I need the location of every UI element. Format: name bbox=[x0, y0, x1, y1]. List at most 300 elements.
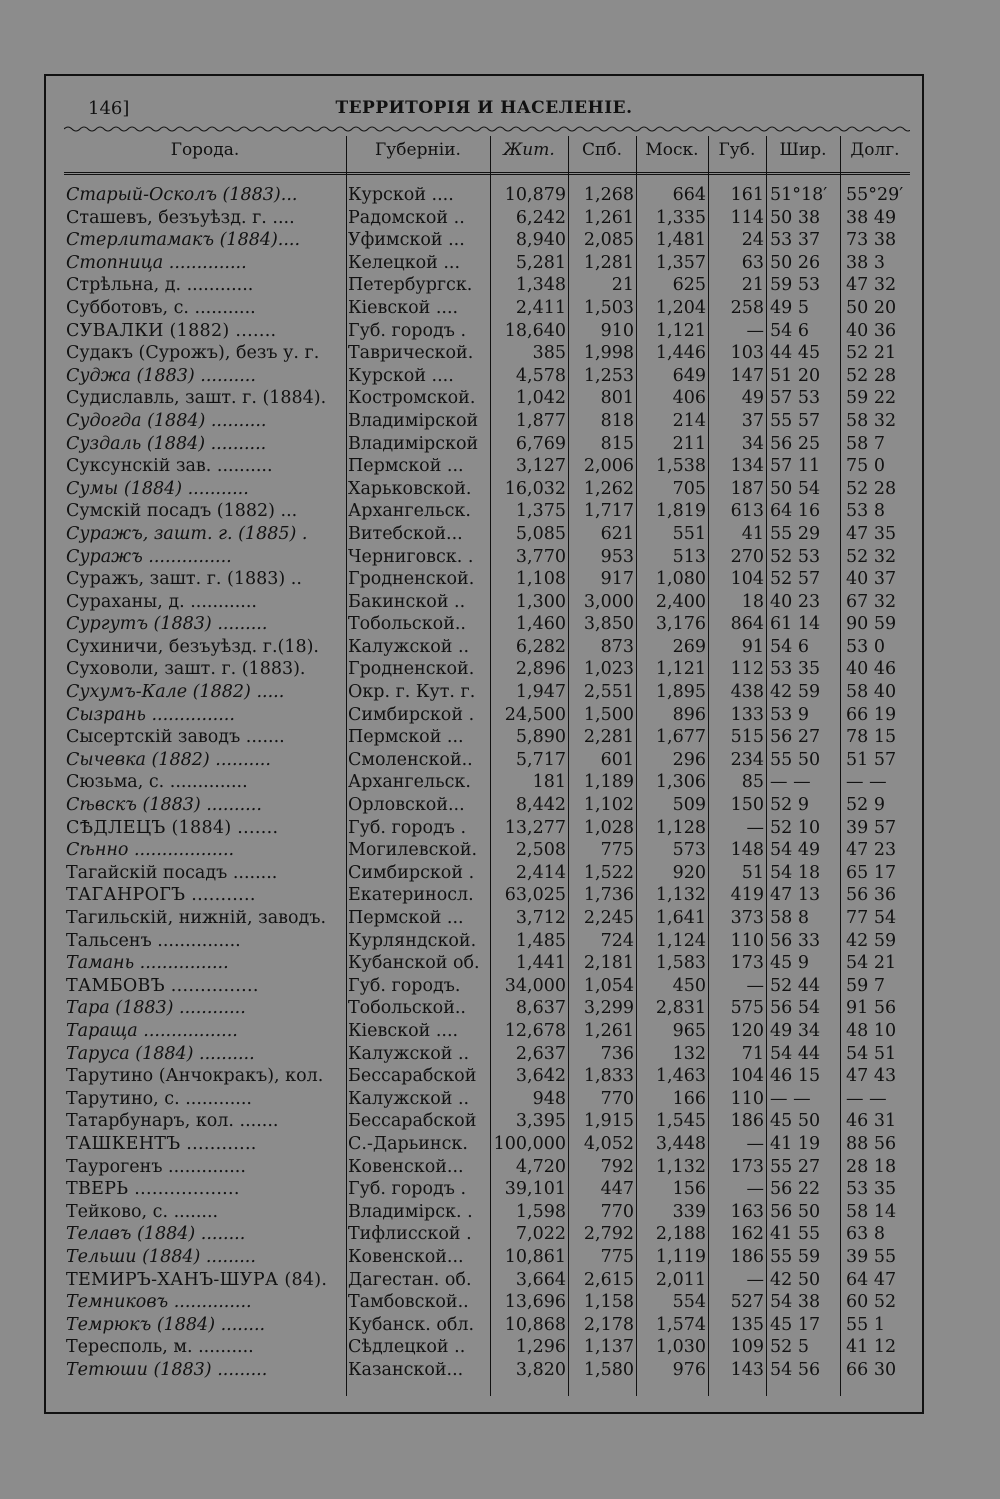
table-row bbox=[64, 1088, 910, 1111]
population: 2,896 bbox=[515, 659, 566, 680]
city-name: Тара (1883) ............ bbox=[66, 998, 246, 1019]
latitude: 52 44 bbox=[770, 975, 821, 996]
longitude: 52 9 bbox=[846, 795, 885, 816]
latitude: 56 25 bbox=[770, 433, 821, 454]
latitude: 54 44 bbox=[770, 1043, 821, 1064]
population: 7,022 bbox=[515, 1224, 566, 1245]
gubernia: Губ. городъ. bbox=[348, 975, 461, 996]
gubernia: Окр. г. Кут. г. bbox=[348, 682, 476, 703]
city-name: Сураханы, д. ............ bbox=[66, 591, 257, 612]
dist-gub-town: 187 bbox=[730, 478, 764, 499]
col-header-mosk: Моск. bbox=[645, 140, 699, 160]
dist-gub-town: — bbox=[746, 320, 764, 341]
population: 4,578 bbox=[515, 365, 566, 386]
gubernia: Могилевской. bbox=[348, 840, 478, 861]
gubernia: Ковенской... bbox=[348, 1156, 464, 1177]
table-row bbox=[64, 749, 910, 772]
latitude: 54 6 bbox=[770, 320, 809, 341]
latitude: 50 26 bbox=[770, 252, 821, 273]
city-name: Тетюши (1883) ......... bbox=[66, 1359, 268, 1380]
col-header-spb: Спб. bbox=[582, 140, 622, 160]
dist-spb: 1,023 bbox=[583, 659, 634, 680]
dist-spb: 801 bbox=[600, 388, 634, 409]
table-row bbox=[64, 1201, 910, 1224]
latitude: 52 10 bbox=[770, 817, 821, 838]
dist-moscow: 2,011 bbox=[655, 1269, 706, 1290]
dist-spb: 2,006 bbox=[583, 456, 634, 477]
table-row bbox=[64, 433, 910, 456]
population: 3,770 bbox=[515, 546, 566, 567]
dist-moscow: 664 bbox=[672, 185, 706, 205]
table-row bbox=[64, 455, 910, 478]
latitude: 57 11 bbox=[770, 456, 821, 477]
gubernia: Владимірской bbox=[348, 433, 479, 454]
dist-gub-town: 112 bbox=[730, 659, 764, 680]
longitude: 52 21 bbox=[846, 343, 897, 364]
dist-spb: 910 bbox=[600, 320, 634, 341]
gubernia: Пермской ... bbox=[348, 456, 464, 477]
dist-gub-town: 438 bbox=[730, 682, 764, 703]
table-row bbox=[64, 320, 910, 343]
longitude: 54 51 bbox=[846, 1043, 897, 1064]
dist-gub-town: 864 bbox=[730, 614, 764, 635]
population: 8,940 bbox=[515, 230, 566, 251]
gubernia: Гродненской. bbox=[348, 659, 475, 680]
gubernia: Сѣдлецкой .. bbox=[348, 1337, 466, 1358]
dist-gub-town: 51 bbox=[741, 862, 764, 883]
dist-spb: 3,850 bbox=[583, 614, 634, 635]
dist-gub-town: 71 bbox=[741, 1043, 764, 1064]
gubernia: Харьковской. bbox=[348, 478, 472, 499]
dist-gub-town: 41 bbox=[741, 523, 764, 544]
dist-moscow: 450 bbox=[672, 975, 706, 996]
page-number: 146] bbox=[88, 98, 130, 119]
dist-moscow: 3,176 bbox=[655, 614, 706, 635]
city-name: Телавъ (1884) ........ bbox=[66, 1224, 246, 1245]
dist-moscow: 1,030 bbox=[655, 1337, 706, 1358]
dist-spb: 1,054 bbox=[583, 975, 634, 996]
population: 181 bbox=[532, 772, 566, 793]
population: 1,300 bbox=[515, 591, 566, 612]
dist-gub-town: 103 bbox=[730, 343, 764, 364]
longitude: 58 14 bbox=[846, 1201, 897, 1222]
dist-moscow: 554 bbox=[672, 1292, 706, 1313]
dist-gub-town: 120 bbox=[730, 1020, 764, 1041]
population: 13,277 bbox=[504, 817, 566, 838]
population: 1,877 bbox=[515, 410, 566, 431]
gubernia: Курской .... bbox=[348, 185, 454, 205]
dist-gub-town: 186 bbox=[730, 1111, 764, 1132]
dist-moscow: 573 bbox=[672, 840, 706, 861]
population: 12,678 bbox=[504, 1020, 566, 1041]
dist-gub-town: 163 bbox=[730, 1201, 764, 1222]
dist-gub-town: 186 bbox=[730, 1246, 764, 1267]
longitude: 38 49 bbox=[846, 207, 897, 228]
dist-moscow: 406 bbox=[672, 388, 706, 409]
table-row bbox=[64, 907, 910, 930]
latitude: 44 45 bbox=[770, 343, 821, 364]
dist-spb: 1,261 bbox=[583, 1020, 634, 1041]
table-row bbox=[64, 568, 910, 591]
dist-spb: 1,717 bbox=[583, 501, 634, 522]
longitude: 47 23 bbox=[846, 840, 897, 861]
city-name: Сташевъ, безъуѣзд. г. .... bbox=[66, 207, 295, 228]
dist-moscow: 896 bbox=[672, 704, 706, 725]
dist-spb: 21 bbox=[611, 275, 634, 296]
population: 1,485 bbox=[515, 930, 566, 951]
latitude: 53 35 bbox=[770, 659, 821, 680]
longitude: 50 20 bbox=[846, 297, 897, 318]
latitude: 54 18 bbox=[770, 862, 821, 883]
dist-gub-town: 24 bbox=[741, 230, 764, 251]
population: 13,696 bbox=[504, 1292, 566, 1313]
city-name: Стерлитамакъ (1884).... bbox=[66, 230, 301, 251]
longitude: 77 54 bbox=[846, 908, 897, 928]
table-row bbox=[64, 613, 910, 636]
latitude: 55 57 bbox=[770, 410, 821, 431]
table-row bbox=[64, 817, 910, 840]
latitude: 57 53 bbox=[770, 388, 821, 409]
longitude: 75 0 bbox=[846, 456, 885, 477]
table-row bbox=[64, 704, 910, 727]
gubernia: Екатериносл. bbox=[348, 885, 474, 906]
dist-spb: 1,102 bbox=[583, 795, 634, 816]
dist-moscow: 1,545 bbox=[655, 1111, 706, 1132]
longitude: 28 18 bbox=[846, 1156, 897, 1177]
table-row bbox=[64, 1246, 910, 1269]
page-frame bbox=[44, 74, 924, 1414]
dist-spb: 1,833 bbox=[583, 1066, 634, 1087]
city-name: Суздаль (1884) .......... bbox=[66, 433, 267, 454]
dist-moscow: 1,819 bbox=[655, 501, 706, 522]
dist-moscow: 649 bbox=[672, 365, 706, 386]
dist-moscow: 2,831 bbox=[655, 998, 706, 1019]
longitude: 58 40 bbox=[846, 682, 897, 703]
city-name: Сургутъ (1883) ......... bbox=[66, 614, 268, 635]
dist-spb: 1,503 bbox=[583, 297, 634, 318]
dist-moscow: 1,463 bbox=[655, 1066, 706, 1087]
longitude: 59 22 bbox=[846, 388, 897, 409]
table-row bbox=[64, 184, 910, 207]
city-name: ТВЕРЬ .................. bbox=[66, 1179, 240, 1200]
dist-gub-town: 134 bbox=[730, 456, 764, 477]
city-name: Сѣвскъ (1883) .......... bbox=[66, 795, 262, 816]
population: 1,042 bbox=[515, 388, 566, 409]
gubernia: Архангельск. bbox=[348, 772, 471, 793]
latitude: — — bbox=[770, 1088, 811, 1109]
city-name: Темниковъ .............. bbox=[66, 1292, 252, 1313]
dist-spb: 4,052 bbox=[583, 1133, 634, 1154]
city-name: Тейково, с. ........ bbox=[66, 1201, 219, 1222]
table-row bbox=[64, 1133, 910, 1156]
population: 10,879 bbox=[504, 185, 566, 205]
city-name: Старый-Осколъ (1883)... bbox=[66, 185, 298, 205]
table-row bbox=[64, 726, 910, 749]
dist-spb: 775 bbox=[600, 840, 634, 861]
dist-moscow: 551 bbox=[672, 523, 706, 544]
dist-spb: 3,299 bbox=[583, 998, 634, 1019]
gubernia: Дагестан. об. bbox=[348, 1269, 472, 1290]
dist-moscow: 1,357 bbox=[655, 252, 706, 273]
population: 10,861 bbox=[504, 1246, 566, 1267]
table-row bbox=[64, 1314, 910, 1337]
longitude: 40 36 bbox=[846, 320, 897, 341]
population: 3,395 bbox=[515, 1111, 566, 1132]
dist-moscow: 132 bbox=[672, 1043, 706, 1064]
dist-gub-town: — bbox=[746, 1269, 764, 1290]
latitude: 56 50 bbox=[770, 1201, 821, 1222]
longitude: 52 32 bbox=[846, 546, 897, 567]
dist-moscow: 625 bbox=[672, 275, 706, 296]
dist-spb: 2,792 bbox=[583, 1224, 634, 1245]
longitude: 64 47 bbox=[846, 1269, 897, 1290]
column-header bbox=[64, 136, 910, 175]
dist-gub-town: 161 bbox=[730, 185, 764, 205]
table-row bbox=[64, 975, 910, 998]
table-row bbox=[64, 229, 910, 252]
dist-moscow: 1,481 bbox=[655, 230, 706, 251]
population: 10,868 bbox=[504, 1314, 566, 1335]
city-name: Суражъ, зашт. г. (1885) . bbox=[66, 523, 308, 544]
dist-spb: 1,268 bbox=[583, 185, 634, 205]
longitude: 54 21 bbox=[846, 953, 897, 974]
latitude: 54 49 bbox=[770, 840, 821, 861]
gubernia: Губ. городъ . bbox=[348, 817, 467, 838]
gubernia: Курляндской. bbox=[348, 930, 477, 951]
gubernia: Келецкой ... bbox=[348, 252, 461, 273]
longitude: 39 55 bbox=[846, 1246, 897, 1267]
city-name: Сызрань ............... bbox=[66, 704, 235, 725]
longitude: 53 0 bbox=[846, 636, 885, 657]
dist-gub-town: 91 bbox=[741, 636, 764, 657]
table-row bbox=[64, 1269, 910, 1292]
gubernia: Губ. городъ . bbox=[348, 1179, 467, 1200]
longitude: 52 28 bbox=[846, 365, 897, 386]
gubernia: Тамбовской.. bbox=[348, 1292, 469, 1313]
population: 1,348 bbox=[515, 275, 566, 296]
city-name: Тересполь, м. .......... bbox=[66, 1337, 254, 1358]
gubernia: Петербургск. bbox=[348, 275, 473, 296]
population: 2,411 bbox=[515, 297, 566, 318]
dist-moscow: 1,538 bbox=[655, 456, 706, 477]
longitude: 40 37 bbox=[846, 569, 897, 590]
dist-moscow: 1,306 bbox=[655, 772, 706, 793]
latitude: 52 57 bbox=[770, 569, 821, 590]
dist-gub-town: 49 bbox=[741, 388, 764, 409]
dist-moscow: 2,400 bbox=[655, 591, 706, 612]
city-name: Тагильскій, нижній, заводъ. bbox=[66, 908, 327, 928]
dist-gub-town: 419 bbox=[730, 885, 764, 906]
dist-spb: 917 bbox=[600, 569, 634, 590]
longitude: 39 57 bbox=[846, 817, 897, 838]
table-row bbox=[64, 1336, 910, 1359]
gubernia: Архангельск. bbox=[348, 501, 471, 522]
dist-spb: 601 bbox=[600, 749, 634, 770]
gubernia: Кубанск. обл. bbox=[348, 1314, 475, 1335]
population: 5,890 bbox=[515, 727, 566, 748]
latitude: 55 27 bbox=[770, 1156, 821, 1177]
population: 8,442 bbox=[515, 795, 566, 816]
longitude: 73 38 bbox=[846, 230, 897, 251]
population: 3,642 bbox=[515, 1066, 566, 1087]
table-row bbox=[64, 839, 910, 862]
dist-spb: 1,028 bbox=[583, 817, 634, 838]
dist-moscow: 920 bbox=[672, 862, 706, 883]
population: 5,717 bbox=[515, 749, 566, 770]
dist-moscow: 705 bbox=[672, 478, 706, 499]
gubernia: Бессарабской bbox=[348, 1111, 477, 1132]
gubernia: Бессарабской bbox=[348, 1066, 477, 1087]
table-row bbox=[64, 636, 910, 659]
population: 63,025 bbox=[504, 885, 566, 906]
city-name: Сысертскій заводъ ....... bbox=[66, 727, 285, 748]
gubernia: С.-Дарьинск. bbox=[348, 1133, 468, 1154]
gubernia: Радомской .. bbox=[348, 207, 465, 228]
longitude: 51 57 bbox=[846, 749, 897, 770]
latitude: 58 8 bbox=[770, 908, 809, 928]
table-row bbox=[64, 365, 910, 388]
table-row bbox=[64, 1043, 910, 1066]
table-row bbox=[64, 997, 910, 1020]
dist-gub-town: 527 bbox=[730, 1292, 764, 1313]
gubernia: Пермской ... bbox=[348, 727, 464, 748]
table-row bbox=[64, 681, 910, 704]
population: 2,508 bbox=[515, 840, 566, 861]
longitude: 90 59 bbox=[846, 614, 897, 635]
col-header-zhit: Жит. bbox=[503, 140, 555, 160]
table-row bbox=[64, 342, 910, 365]
dist-spb: 1,253 bbox=[583, 365, 634, 386]
latitude: 55 59 bbox=[770, 1246, 821, 1267]
gubernia: Ковенской... bbox=[348, 1246, 464, 1267]
latitude: 42 59 bbox=[770, 682, 821, 703]
city-name: Тельши (1884) ......... bbox=[66, 1246, 256, 1267]
dist-gub-town: 110 bbox=[730, 1088, 764, 1109]
dist-moscow: 1,121 bbox=[655, 659, 706, 680]
dist-moscow: 1,641 bbox=[655, 908, 706, 928]
population: 3,127 bbox=[515, 456, 566, 477]
dist-moscow: 1,121 bbox=[655, 320, 706, 341]
latitude: 55 29 bbox=[770, 523, 821, 544]
latitude: 46 15 bbox=[770, 1066, 821, 1087]
population: 34,000 bbox=[504, 975, 566, 996]
city-name: Суджа (1883) .......... bbox=[66, 365, 256, 386]
dist-gub-town: 63 bbox=[741, 252, 764, 273]
dist-moscow: 965 bbox=[672, 1020, 706, 1041]
dist-gub-town: 613 bbox=[730, 501, 764, 522]
dist-moscow: 269 bbox=[672, 636, 706, 657]
gubernia: Уфимской ... bbox=[348, 230, 465, 251]
table-row bbox=[64, 1291, 910, 1314]
table-row bbox=[64, 771, 910, 794]
latitude: 64 16 bbox=[770, 501, 821, 522]
longitude: 78 15 bbox=[846, 727, 897, 748]
dist-moscow: 2,188 bbox=[655, 1224, 706, 1245]
population: 3,712 bbox=[515, 908, 566, 928]
gubernia: Тобольской.. bbox=[348, 998, 466, 1019]
dist-gub-town: 575 bbox=[730, 998, 764, 1019]
dist-gub-town: 258 bbox=[730, 297, 764, 318]
city-name: ТАГАНРОГЪ ........... bbox=[66, 885, 256, 906]
dist-spb: 2,615 bbox=[583, 1269, 634, 1290]
latitude: 53 9 bbox=[770, 704, 809, 725]
longitude: 67 32 bbox=[846, 591, 897, 612]
dist-spb: 2,281 bbox=[583, 727, 634, 748]
gubernia: Владимірск. . bbox=[348, 1201, 473, 1222]
latitude: 56 22 bbox=[770, 1179, 821, 1200]
gubernia: Кубанской об. bbox=[348, 953, 480, 974]
dist-moscow: 1,124 bbox=[655, 930, 706, 951]
dist-gub-town: 21 bbox=[741, 275, 764, 296]
city-name: Сычевка (1882) .......... bbox=[66, 749, 271, 770]
city-name: ТЕМИРЪ-ХАНЪ-ШУРА (84). bbox=[66, 1269, 328, 1290]
dist-spb: 2,245 bbox=[583, 908, 634, 928]
dist-gub-town: 114 bbox=[730, 207, 764, 228]
dist-spb: 1,281 bbox=[583, 252, 634, 273]
latitude: 55 50 bbox=[770, 749, 821, 770]
dist-spb: 873 bbox=[600, 636, 634, 657]
latitude: 59 53 bbox=[770, 275, 821, 296]
population: 1,375 bbox=[515, 501, 566, 522]
latitude: 56 27 bbox=[770, 727, 821, 748]
city-name: Сумскій посадъ (1882) ... bbox=[66, 501, 298, 522]
dist-moscow: 1,204 bbox=[655, 297, 706, 318]
dist-gub-town: 270 bbox=[730, 546, 764, 567]
dist-gub-town: 162 bbox=[730, 1224, 764, 1245]
gubernia: Калужской .. bbox=[348, 636, 470, 657]
city-name: Суксунскій зав. .......... bbox=[66, 456, 273, 477]
longitude: 42 59 bbox=[846, 930, 897, 951]
gubernia: Черниговск. . bbox=[348, 546, 474, 567]
city-name: Таруса (1884) .......... bbox=[66, 1043, 255, 1064]
table-row bbox=[64, 1020, 910, 1043]
dist-spb: 1,137 bbox=[583, 1337, 634, 1358]
table-row bbox=[64, 500, 910, 523]
dist-gub-town: 515 bbox=[730, 727, 764, 748]
dist-gub-town: 143 bbox=[730, 1359, 764, 1380]
longitude: 59 7 bbox=[846, 975, 885, 996]
dist-spb: 3,000 bbox=[583, 591, 634, 612]
dist-spb: 792 bbox=[600, 1156, 634, 1177]
city-name: Татарбунаръ, кол. ....... bbox=[66, 1111, 279, 1132]
dist-moscow: 1,132 bbox=[655, 885, 706, 906]
latitude: 41 19 bbox=[770, 1133, 821, 1154]
longitude: 63 8 bbox=[846, 1224, 885, 1245]
table-row bbox=[64, 952, 910, 975]
latitude: 52 53 bbox=[770, 546, 821, 567]
dist-moscow: 1,446 bbox=[655, 343, 706, 364]
dist-moscow: 156 bbox=[672, 1179, 706, 1200]
city-name: Тагайскій посадъ ........ bbox=[66, 862, 278, 883]
col-header-lon: Долг. bbox=[850, 140, 900, 160]
table-row bbox=[64, 387, 910, 410]
dist-moscow: 1,335 bbox=[655, 207, 706, 228]
longitude: 46 31 bbox=[846, 1111, 897, 1132]
population: 1,441 bbox=[515, 953, 566, 974]
latitude: 53 37 bbox=[770, 230, 821, 251]
dist-spb: 447 bbox=[600, 1179, 634, 1200]
table-row bbox=[64, 884, 910, 907]
wavy-rule-icon bbox=[64, 124, 910, 134]
longitude: 58 7 bbox=[846, 433, 885, 454]
longitude: — — bbox=[846, 772, 887, 793]
population: 4,720 bbox=[515, 1156, 566, 1177]
population: 1,296 bbox=[515, 1337, 566, 1358]
city-name: Сюзьма, с. .............. bbox=[66, 772, 248, 793]
longitude: 41 12 bbox=[846, 1337, 897, 1358]
dist-spb: 2,551 bbox=[583, 682, 634, 703]
dist-spb: 953 bbox=[600, 546, 634, 567]
